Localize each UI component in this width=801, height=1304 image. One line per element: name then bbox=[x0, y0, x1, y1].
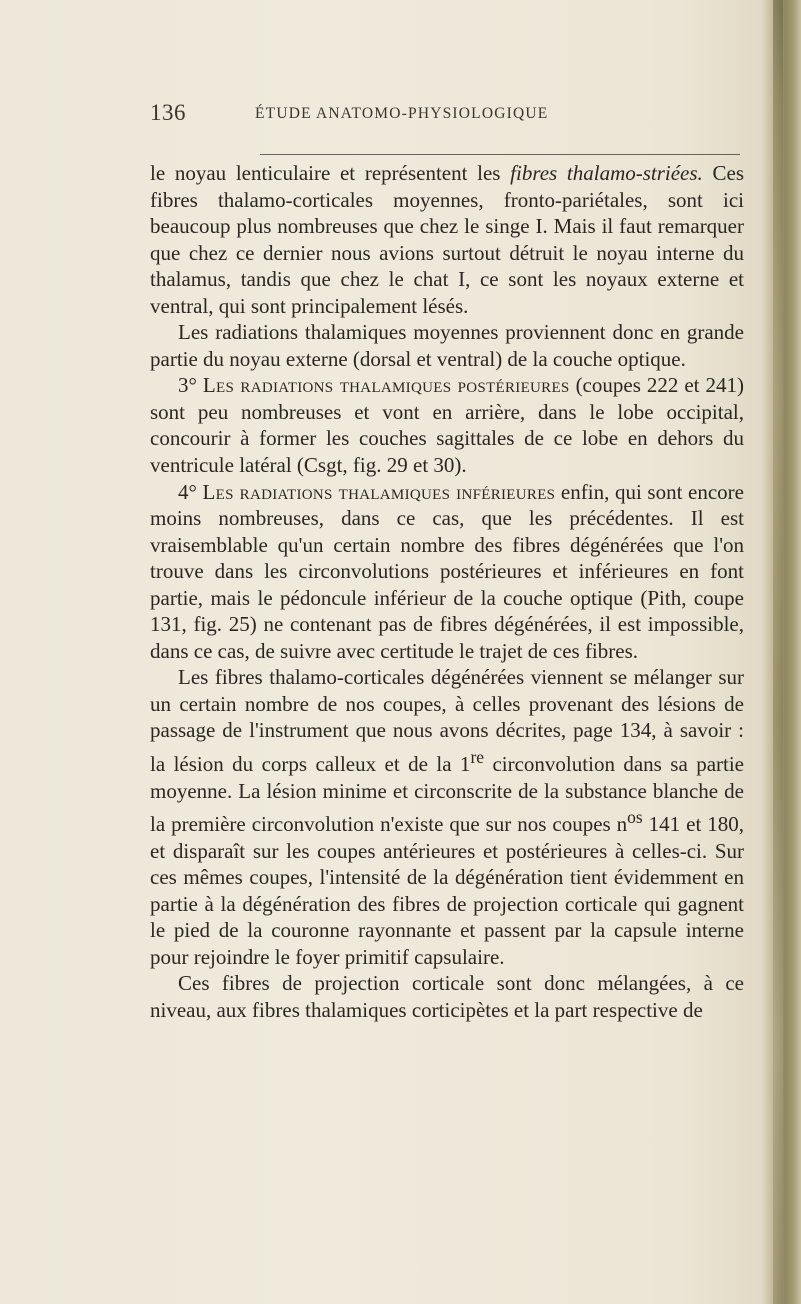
italic-term: fibres thalamo-striées. bbox=[510, 161, 703, 185]
page-binding-edge bbox=[761, 0, 801, 1304]
paragraph-3: 3° Les radiations thalamiques postérieures (coupes 222 et 241) sont peu nombreuses et vont en arrière, dans le lobe occipital, concourir à former les couches sagittales de ce lobe en dehors du ventricule latéral (Csgt, fig. 29 et 30). bbox=[150, 373, 744, 478]
body-text bbox=[150, 160, 744, 1024]
paragraph-6: Ces fibres de projection corticale sont donc mélangées, à ce niveau, aux fibres thalamiques corticipètes et la part respective de bbox=[150, 971, 744, 1022]
paragraph-2: Les radiations thalamiques moyennes proviennent donc en grande partie du noyau externe (dorsal et ventral) de la couche optique. bbox=[150, 320, 744, 371]
section-number: 4° bbox=[178, 479, 197, 504]
section-heading: Les radiations thalamiques postérieures bbox=[202, 373, 570, 398]
page-number: 136 bbox=[150, 100, 186, 125]
paragraph-4: 4° Les radiations thalamiques inférieures enfin, qui sont encore moins nombreuses, dans ce cas, que les précédentes. Il est vraisemblable qu'un certain nombre des fibres dégénérées que l'on trouve dans les circonvolutions postérieures et inférieures en font partie, mais le pédoncule inférieur de la couche optique (Pith, coupe 131, fig. 25) ne contenant pas de fibres dégénérées, il est impossible, dans ce cas, de suivre avec certitude le trajet de ces fibres. bbox=[150, 479, 744, 663]
paragraph-5: Les fibres thalamo-corticales dégénérées viennent se mélanger sur un certain nombre de nos coupes, à celles provenant des lésions de passage de l'instrument que nous avons décrites, page 134, à savoir : la lésion du corps calleux et de la 1re circonvolution dans sa partie moyenne. La lésion minime et circonscrite de la substance blanche de la première circonvolution n'existe que sur nos coupes $n^{os}$ 141 et 180, et disparaît sur les coupes antérieures et postérieures à celles-ci. Sur ces mêmes coupes, l'intensité de la dégénération tient évidemment en partie à la dégénération des fibres de projection corticale qui gagnent le pied de la couronne rayonnante et passent par la capsule interne pour rejoindre le foyer primitif capsulaire. bbox=[150, 665, 744, 969]
running-head-title: ÉTUDE ANATOMO-PHYSIOLOGIQUE bbox=[255, 105, 549, 122]
header-rule bbox=[260, 154, 740, 155]
section-heading: Les radiations thalamiques inférieures bbox=[202, 479, 556, 504]
paragraph-1: le noyau lenticulaire et représentent les fibres thalamo-striées. Ces fibres thalamo-corticales moyennes, fronto-pariétales, sont ici beaucoup plus nombreuses que chez le singe I. Mais il faut remarquer que chez ce dernier nous avions surtout détruit le noyau interne du thalamus, tandis que chez le chat I, ce sont les noyaux externe et ventral, qui sont principalement lésés. bbox=[150, 161, 744, 318]
section-number: 3° bbox=[178, 373, 197, 398]
running-head bbox=[150, 100, 740, 130]
